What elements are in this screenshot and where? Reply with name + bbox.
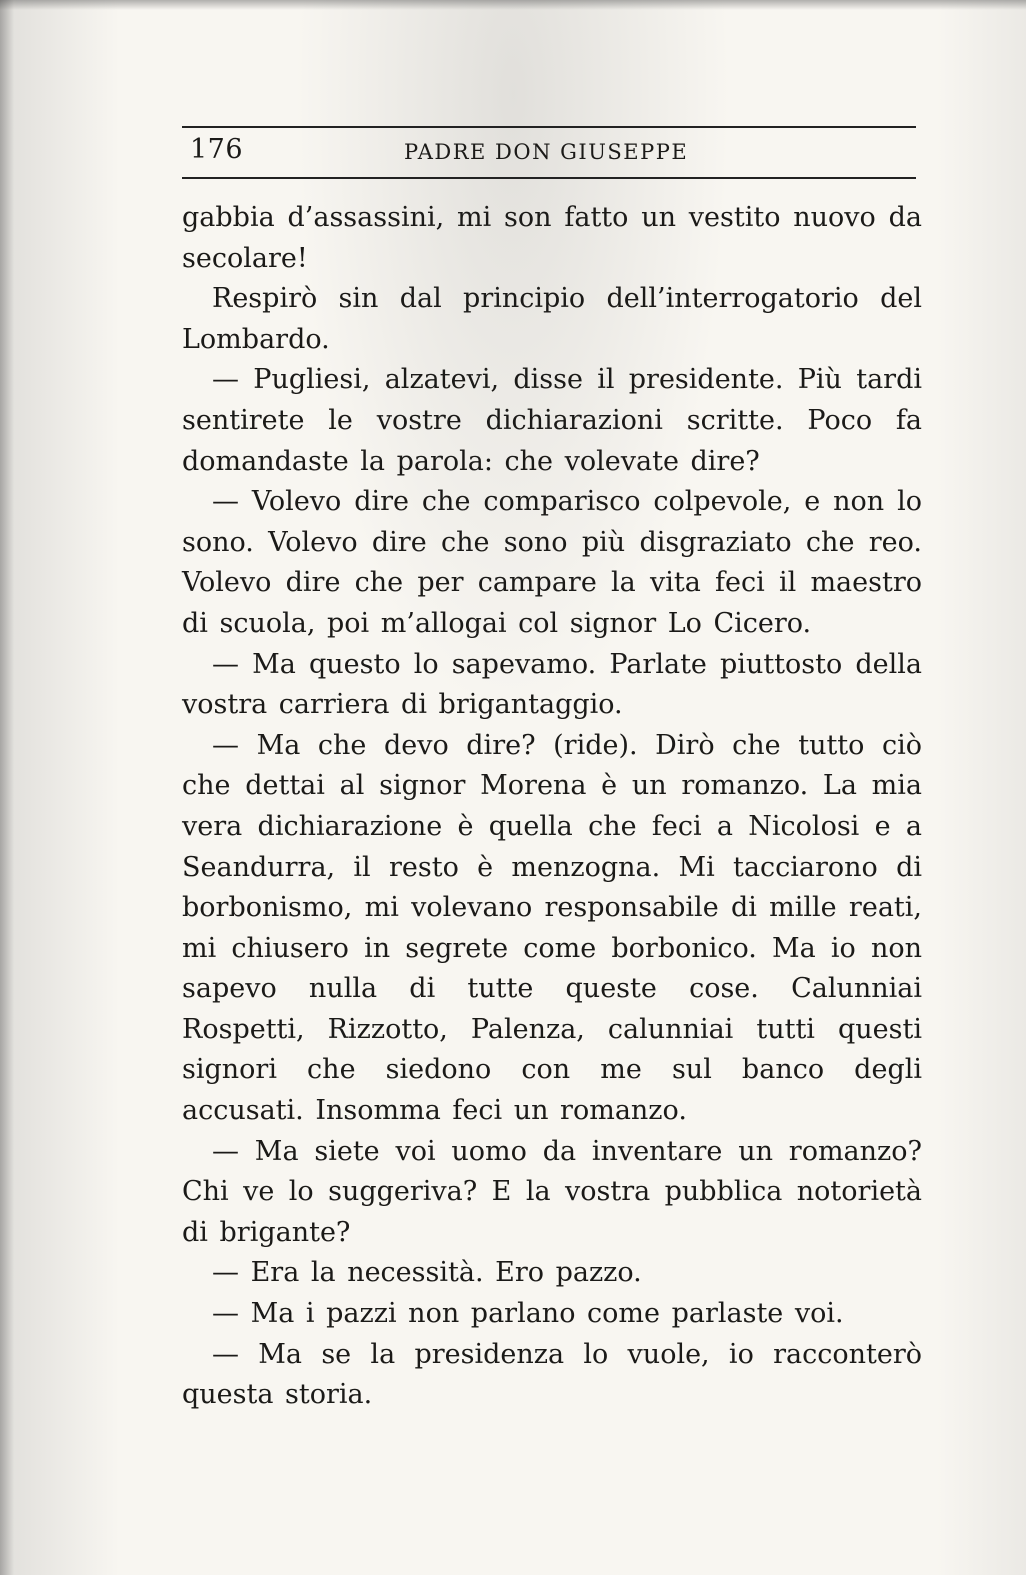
page-number: 176 [190, 134, 244, 165]
paragraph: — Ma che devo dire? (ride). Dirò che tutto ciò che dettai al signor Morena è un romanzo. La mia vera dichiarazione è quella che feci a Nicolosi e a Seandurra, il resto è menzogna. Mi tacciarono di borbonismo, mi volevano responsabile di mille reati, mi chiusero in segrete come borbonico. Ma io non sapevo nulla di tutte queste cose. Calunniai Rospetti, Rizzotto, Palenza, calunniai tutti questi signori che siedono con me sul banco degli accusati. Insomma feci un romanzo. [182, 729, 922, 1127]
header-rule-bottom [182, 177, 916, 179]
paragraph: — Era la necessità. Ero pazzo. [212, 1257, 642, 1289]
scan-shadow-gutter [0, 0, 14, 1575]
scan-shadow-top [0, 0, 1026, 10]
paragraph: — Ma se la presidenza lo vuole, io racconterò questa storia. [182, 1338, 922, 1411]
paragraph: — Pugliesi, alzatevi, disse il presidente. Più tardi sentirete le vostre dichiarazioni scritte. Poco fa domandaste la parola: che volevate dire? [182, 364, 922, 477]
paragraph: — Ma i pazzi non parlano come parlaste voi. [212, 1298, 844, 1330]
paragraph-continuation: gabbia d’assassini, mi son fatto un vestito nuovo da secolare! [182, 202, 922, 274]
running-title: PADRE DON GIUSEPPE [404, 140, 689, 164]
paragraph: — Ma questo lo sapevamo. Parlate piuttosto della vostra carriera di brigantaggio. [182, 648, 922, 721]
paragraph: — Ma siete voi uomo da inventare un romanzo? Chi ve lo suggeriva? E la vostra pubblica notorietà di brigante? [182, 1135, 922, 1248]
paragraph: Respirò sin dal principio dell’interrogatorio del Lombardo. [182, 283, 922, 355]
header-rule-top [182, 126, 916, 128]
running-header [182, 130, 916, 174]
paragraph: — Volevo dire che comparisco colpevole, e non lo sono. Volevo dire che sono più disgraziato che reo. Volevo dire che per campare la vita feci il maestro di scuola, poi m’allogai col signor Lo Cicero. [182, 486, 922, 639]
body-text [182, 198, 922, 1416]
